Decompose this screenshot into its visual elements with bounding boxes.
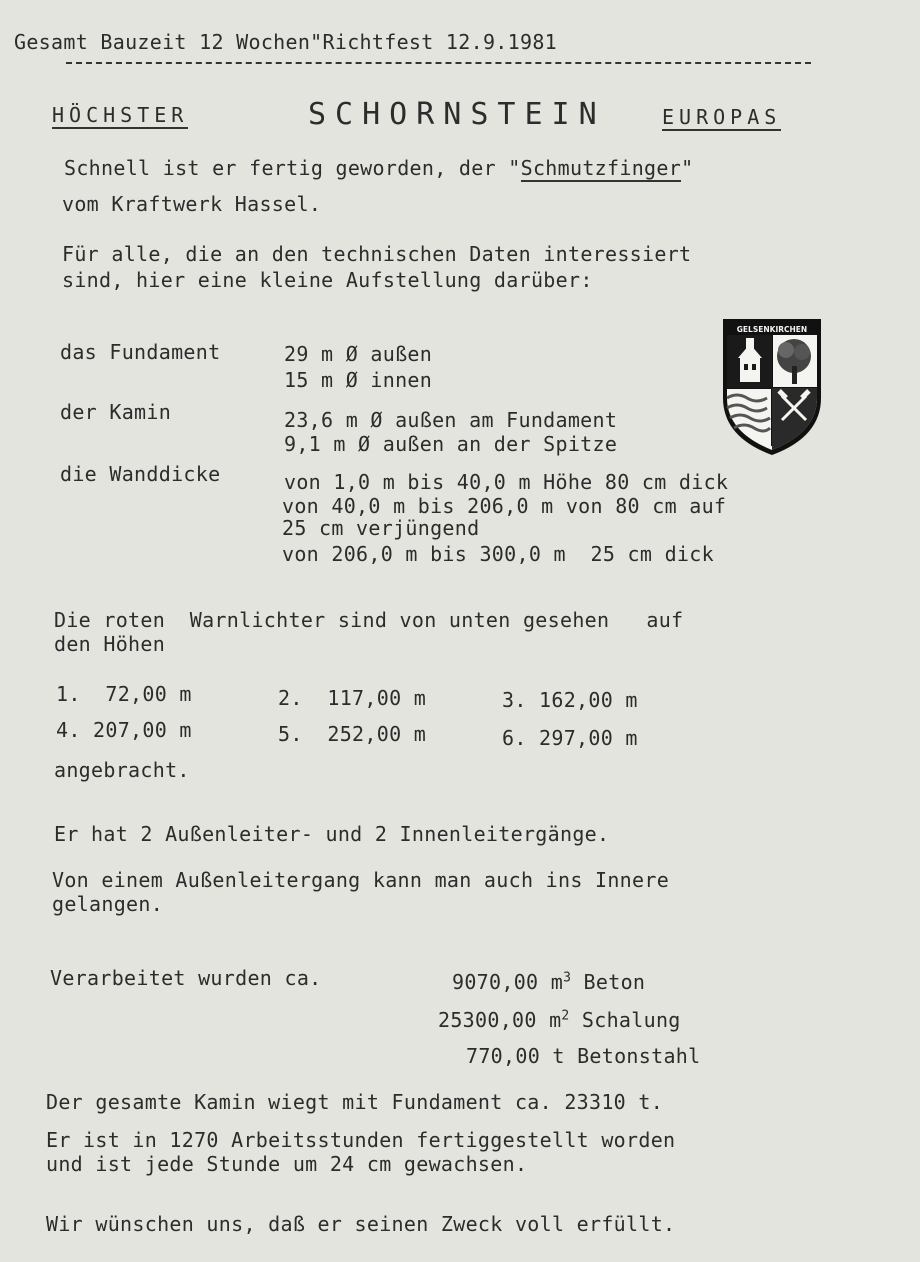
lights-intro-2: den Höhen <box>54 632 166 656</box>
material-item <box>452 970 645 994</box>
closing-line-2: Er ist in 1270 Arbeitsstunden fertiggestellt worden <box>46 1128 676 1152</box>
materials-label: Verarbeitet wurden ca. <box>50 966 322 990</box>
spec-label-wanddicke: die Wanddicke <box>60 462 221 486</box>
coat-of-arms-icon <box>722 318 822 456</box>
material-unit-exponent: 2 <box>561 1008 570 1024</box>
light-item: 1. 72,00 m <box>56 682 192 706</box>
light-item: 4. 207,00 m <box>56 718 192 742</box>
light-item: 2. 117,00 m <box>278 686 427 710</box>
closing-line-3: und ist jede Stunde um 24 cm gewachsen. <box>46 1152 528 1176</box>
header-line: Gesamt Bauzeit 12 Wochen"Richtfest 12.9.1981 <box>14 30 558 54</box>
spec-value: 9,1 m Ø außen an der Spitze <box>284 432 618 456</box>
spec-value: 23,6 m Ø außen am Fundament <box>284 408 618 432</box>
closing-line-4: Wir wünschen uns, daß er seinen Zweck voll erfüllt. <box>46 1212 676 1236</box>
intro-line-4: sind, hier eine kleine Aufstellung darüber: <box>62 268 593 292</box>
lights-outro: angebracht. <box>54 758 190 782</box>
material-unit-exponent: 3 <box>563 970 572 986</box>
intro-line-2: vom Kraftwerk Hassel. <box>62 192 322 216</box>
intro-text: Schnell ist er fertig geworden, der " <box>64 156 521 180</box>
ladders-line-3: gelangen. <box>52 892 164 916</box>
material-name: Schalung <box>569 1008 681 1032</box>
gelsenkirchen-crest <box>722 318 822 460</box>
spec-label-fundament: das Fundament <box>60 340 221 364</box>
spec-value: von 40,0 m bis 206,0 m von 80 cm auf <box>282 494 727 518</box>
spec-label-kamin: der Kamin <box>60 400 172 424</box>
ladders-line-2: Von einem Außenleitergang kann man auch ins Innere <box>52 868 670 892</box>
crest-label: GELSENKIRCHEN <box>736 325 808 334</box>
title-right: EUROPAS <box>662 105 782 129</box>
spec-value: 25 cm verjüngend <box>282 516 480 540</box>
page-title: SCHORNSTEIN <box>308 97 606 132</box>
nickname-underlined: Schmutzfinger <box>520 156 682 180</box>
ladders-line-1: Er hat 2 Außenleiter- und 2 Innenleitergänge. <box>54 822 610 846</box>
spec-value: von 206,0 m bis 300,0 m 25 cm dick <box>282 542 714 566</box>
intro-quote: " <box>681 156 694 180</box>
title-left: HÖCHSTER <box>52 103 189 127</box>
material-amount: 9070,00 m <box>452 970 564 994</box>
light-item: 3. 162,00 m <box>502 688 638 712</box>
light-item: 5. 252,00 m <box>278 722 427 746</box>
intro-line-3: Für alle, die an den technischen Daten interessiert <box>62 242 692 266</box>
intro-line-1 <box>64 156 693 180</box>
material-name: Beton <box>571 970 646 994</box>
dashed-divider <box>66 62 811 64</box>
material-amount: 25300,00 m <box>438 1008 562 1032</box>
closing-line-1: Der gesamte Kamin wiegt mit Fundament ca. 23310 t. <box>46 1090 664 1114</box>
material-item <box>438 1008 681 1032</box>
lights-intro-1: Die roten Warnlichter sind von unten gesehen auf <box>54 608 684 632</box>
material-item: 770,00 t Betonstahl <box>466 1044 701 1068</box>
light-item: 6. 297,00 m <box>502 726 638 750</box>
spec-value: von 1,0 m bis 40,0 m Höhe 80 cm dick <box>284 470 729 494</box>
spec-value: 29 m Ø außen <box>284 342 433 366</box>
spec-value: 15 m Ø innen <box>284 368 433 392</box>
